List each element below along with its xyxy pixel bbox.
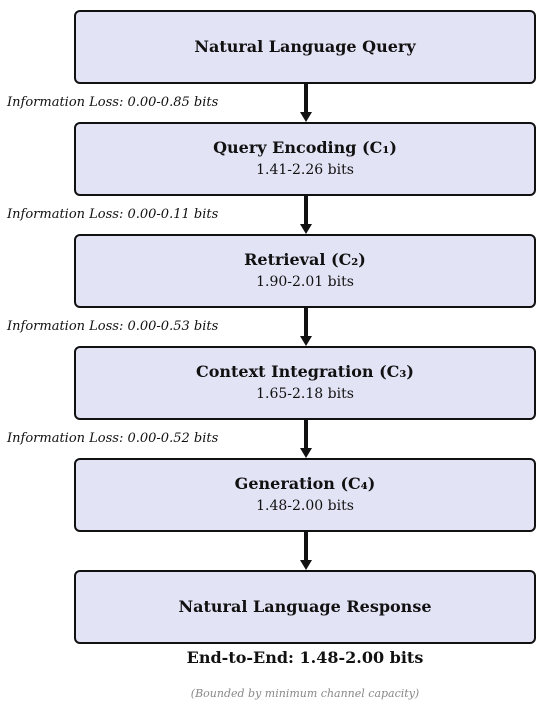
footnote: (Bounded by minimum channel capacity) bbox=[190, 687, 420, 700]
information-loss-label: Information Loss: 0.00-0.53 bits bbox=[7, 319, 219, 334]
node-title: Natural Language Response bbox=[178, 597, 432, 616]
information-loss-label: Information Loss: 0.00-0.52 bits bbox=[7, 431, 219, 446]
node-query-encoding bbox=[74, 122, 536, 196]
node-title: Retrieval (C₂) bbox=[244, 250, 366, 269]
node-title: Query Encoding (C₁) bbox=[213, 138, 397, 157]
flow-arrow bbox=[304, 532, 308, 560]
flow-arrow bbox=[304, 196, 308, 224]
end-to-end-capacity: End-to-End: 1.48-2.00 bits bbox=[186, 648, 424, 667]
node-title: Natural Language Query bbox=[194, 37, 416, 56]
information-loss-label: Information Loss: 0.00-0.11 bits bbox=[7, 207, 219, 222]
node-natural-language-response bbox=[74, 570, 536, 644]
node-capacity: 1.65-2.18 bits bbox=[256, 386, 354, 402]
node-context-integration bbox=[74, 346, 536, 420]
node-retrieval bbox=[74, 234, 536, 308]
node-natural-language-query bbox=[74, 10, 536, 84]
flow-arrow bbox=[304, 84, 308, 112]
node-title: Context Integration (C₃) bbox=[195, 362, 414, 381]
flow-arrow bbox=[304, 308, 308, 336]
node-capacity: 1.41-2.26 bits bbox=[256, 162, 354, 178]
node-title: Generation (C₄) bbox=[234, 474, 376, 493]
node-capacity: 1.48-2.00 bits bbox=[256, 498, 354, 514]
node-generation bbox=[74, 458, 536, 532]
node-capacity: 1.90-2.01 bits bbox=[256, 274, 354, 290]
flow-arrow bbox=[304, 420, 308, 448]
information-loss-label: Information Loss: 0.00-0.85 bits bbox=[7, 95, 219, 110]
